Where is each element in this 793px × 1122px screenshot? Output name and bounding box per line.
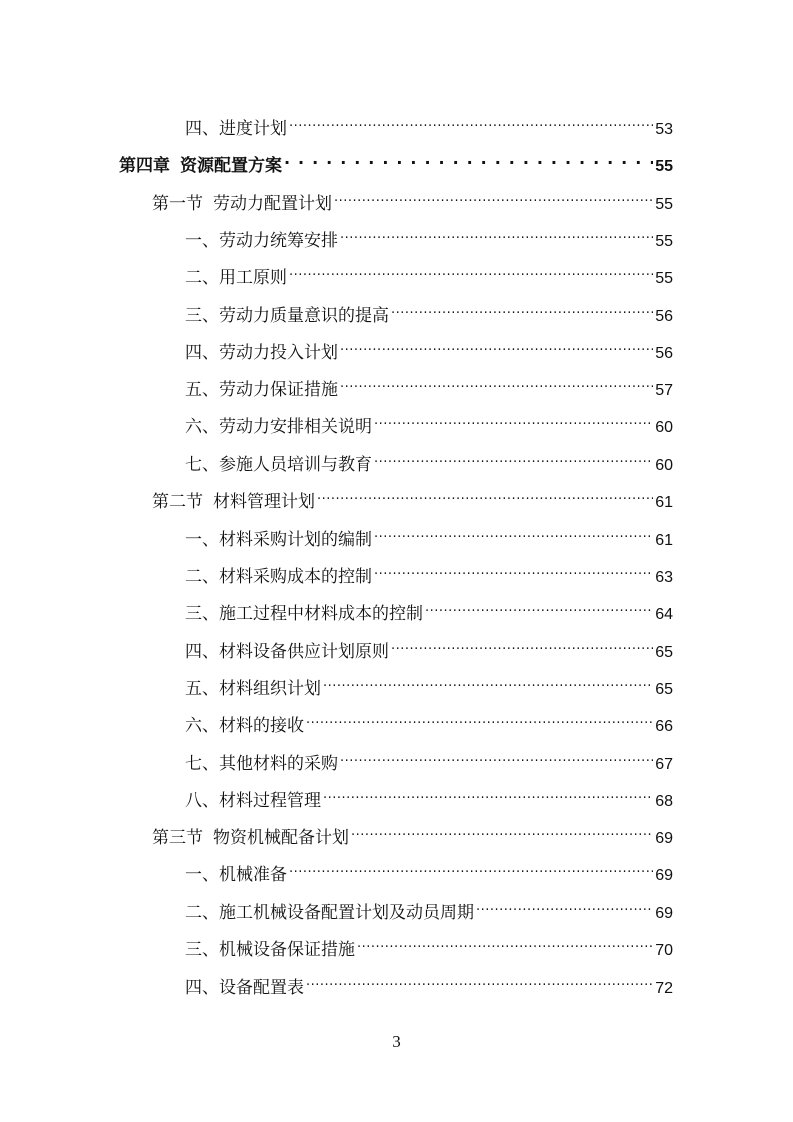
- toc-entry-number: 五、: [185, 679, 219, 699]
- toc-entry-page: 65: [655, 681, 673, 698]
- toc-entry-number: 三、: [185, 306, 219, 326]
- toc-entry-title: 材料组织计划: [219, 679, 321, 699]
- toc-entry[interactable]: [185, 552, 673, 587]
- toc-entry-title: 施工机械设备配置计划及动员周期: [219, 903, 474, 923]
- toc-entry-page: 69: [655, 867, 673, 884]
- toc-entry-title: 进度计划: [219, 119, 287, 139]
- toc-entry-page: 55: [655, 158, 673, 175]
- dot-leader: [334, 179, 653, 209]
- toc-entry-title: 机械准备: [219, 865, 287, 885]
- dot-leader: [374, 515, 653, 545]
- toc-entry-number: 二、: [185, 567, 219, 587]
- toc-entry-number: 三、: [185, 940, 219, 960]
- toc-entry-page: 66: [655, 718, 673, 735]
- toc-entry-number: 三、: [185, 604, 219, 624]
- toc-entry[interactable]: [185, 776, 673, 811]
- toc-entry[interactable]: [185, 925, 673, 960]
- toc-entry-title: 材料采购成本的控制: [219, 567, 372, 587]
- toc-entry[interactable]: [185, 589, 673, 624]
- toc-entry-page: 60: [655, 457, 673, 474]
- dot-leader: [289, 253, 653, 283]
- dot-leader: [340, 328, 653, 358]
- toc-entry-page: 70: [655, 942, 673, 959]
- toc-chapter-entry[interactable]: [119, 141, 673, 176]
- dot-leader: [374, 440, 653, 470]
- dot-leader: [289, 850, 653, 880]
- toc-entry-page: 57: [655, 382, 673, 399]
- toc-entry[interactable]: [185, 328, 673, 363]
- dot-leader: [374, 402, 653, 432]
- dot-leader: [289, 104, 653, 134]
- toc-entry-page: 56: [655, 308, 673, 325]
- dot-leader: [476, 888, 653, 918]
- toc-entry[interactable]: [185, 850, 673, 885]
- dot-leader: [317, 477, 653, 507]
- toc-entry-title: 材料的接收: [219, 716, 304, 736]
- toc-entry-page: 63: [655, 569, 673, 586]
- toc-entry-title: 资源配置方案: [180, 156, 282, 176]
- toc-entry[interactable]: [185, 739, 673, 774]
- dot-leader: [351, 813, 653, 843]
- dot-leader: [306, 701, 653, 731]
- toc-entry-number: 六、: [185, 417, 219, 437]
- toc-section-entry[interactable]: [152, 813, 673, 848]
- toc-entry-title: 其他材料的采购: [219, 754, 338, 774]
- toc-entry-number: 四、: [185, 642, 219, 662]
- dot-leader: [323, 664, 653, 694]
- toc-entry-title: 物资机械配备计划: [213, 828, 349, 848]
- toc-entry[interactable]: [185, 664, 673, 699]
- toc-entry-title: 劳动力安排相关说明: [219, 417, 372, 437]
- toc-entry-title: 施工过程中材料成本的控制: [219, 604, 423, 624]
- toc-entry-number: 第三节: [152, 828, 203, 848]
- dot-leader: [357, 925, 653, 955]
- toc-entry-number: 第二节: [152, 492, 203, 512]
- dot-leader: [340, 739, 653, 769]
- toc-entry[interactable]: [185, 365, 673, 400]
- toc-entry-page: 56: [655, 345, 673, 362]
- toc-entry-title: 材料管理计划: [213, 492, 315, 512]
- toc-entry-number: 一、: [185, 231, 219, 251]
- toc-entry[interactable]: [185, 888, 673, 923]
- toc-entry-page: 61: [655, 494, 673, 511]
- toc-entry-page: 53: [655, 121, 673, 138]
- toc-entry-number: 七、: [185, 455, 219, 475]
- page-number: 3: [392, 1032, 401, 1051]
- toc-entry-number: 一、: [185, 530, 219, 550]
- toc-entry-number: 六、: [185, 716, 219, 736]
- toc-entry-page: 61: [655, 532, 673, 549]
- toc-entry-number: 四、: [185, 343, 219, 363]
- toc-entry-page: 65: [655, 644, 673, 661]
- toc-entry[interactable]: [185, 253, 673, 288]
- dot-leader: [284, 141, 653, 171]
- toc-section-entry[interactable]: [152, 477, 673, 512]
- toc-entry-page: 69: [655, 830, 673, 847]
- toc-entry-title: 劳动力保证措施: [219, 380, 338, 400]
- toc-entry[interactable]: [185, 291, 673, 326]
- toc-entry-title: 劳动力配置计划: [213, 194, 332, 214]
- toc-entry-number: 七、: [185, 754, 219, 774]
- toc-entry-number: 二、: [185, 903, 219, 923]
- toc-entry-title: 材料过程管理: [219, 791, 321, 811]
- toc-entry-title: 劳动力质量意识的提高: [219, 306, 389, 326]
- toc-entry-number: 一、: [185, 865, 219, 885]
- dot-leader: [391, 627, 653, 657]
- dot-leader: [374, 552, 653, 582]
- toc-entry-page: 55: [655, 270, 673, 287]
- toc-entry-number: 二、: [185, 268, 219, 288]
- toc-entry[interactable]: [185, 216, 673, 251]
- toc-entry-page: 55: [655, 233, 673, 250]
- toc-entry-title: 设备配置表: [219, 978, 304, 998]
- dot-leader: [340, 216, 653, 246]
- toc-entry-title: 用工原则: [219, 268, 287, 288]
- dot-leader: [425, 589, 653, 619]
- dot-leader: [340, 365, 653, 395]
- toc-entry[interactable]: [185, 963, 673, 998]
- toc-entry-number: 四、: [185, 119, 219, 139]
- toc-entry-title: 材料采购计划的编制: [219, 530, 372, 550]
- toc-entry-title: 劳动力投入计划: [219, 343, 338, 363]
- toc-entry-page: 60: [655, 419, 673, 436]
- toc-entry-page: 67: [655, 756, 673, 773]
- dot-leader: [306, 963, 653, 993]
- toc-entry-number: 四、: [185, 978, 219, 998]
- toc-entry-title: 机械设备保证措施: [219, 940, 355, 960]
- toc-section-entry[interactable]: [152, 179, 673, 214]
- toc-entry-page: 55: [655, 196, 673, 213]
- toc-entry-page: 69: [655, 905, 673, 922]
- toc-entry-number: 第四章: [119, 156, 170, 176]
- toc-entry-title: 材料设备供应计划原则: [219, 642, 389, 662]
- toc-entry-title: 参施人员培训与教育: [219, 455, 372, 475]
- dot-leader: [391, 291, 653, 321]
- toc-entry-number: 五、: [185, 380, 219, 400]
- toc-entry-page: 64: [655, 606, 673, 623]
- toc-entry[interactable]: [185, 701, 673, 736]
- toc-entry[interactable]: [185, 402, 673, 437]
- toc-entry[interactable]: [185, 104, 673, 139]
- toc-entry-number: 八、: [185, 791, 219, 811]
- toc-entry-page: 72: [655, 980, 673, 997]
- toc-entry[interactable]: [185, 440, 673, 475]
- toc-entry[interactable]: [185, 627, 673, 662]
- toc-entry-number: 第一节: [152, 194, 203, 214]
- dot-leader: [323, 776, 653, 806]
- toc-entry-title: 劳动力统筹安排: [219, 231, 338, 251]
- toc-entry[interactable]: [185, 515, 673, 550]
- toc-entry-page: 68: [655, 793, 673, 810]
